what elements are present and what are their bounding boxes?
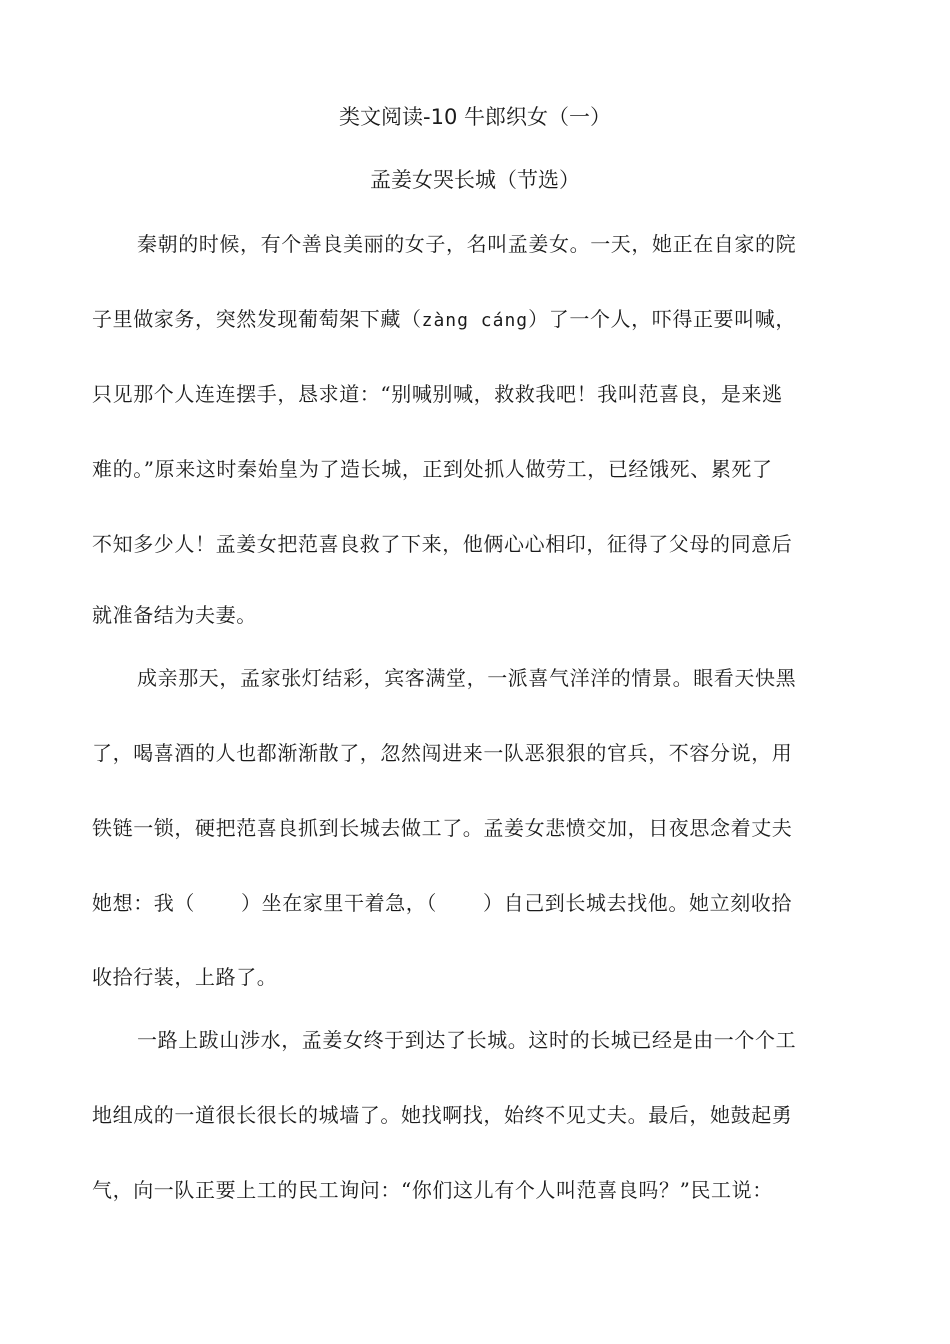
- paragraph-2-line-4-part-a: 她想：我（: [92, 891, 195, 915]
- paragraph-2-line-2: 了，喝喜酒的人也都渐渐散了，忽然闯进来一队恶狠狠的官兵，不容分说，用: [92, 741, 793, 765]
- paragraph-2-line-5: 收拾行装，上路了。: [92, 965, 278, 989]
- paragraph-1-line-2-end: ）了一个人，吓得正要叫喊，: [528, 307, 796, 331]
- paragraph-1-line-4: 难的。”原来这时秦始皇为了造长城，正到处抓人做劳工，已经饿死、累死了: [92, 457, 773, 481]
- paragraph-1-line-6: 就准备结为夫妻。: [92, 603, 257, 627]
- document-title: 类文阅读-10 牛郎织女（一）: [339, 105, 611, 129]
- paragraph-1-line-1: 秦朝的时候，有个善良美丽的女子，名叫孟姜女。一天，她正在自家的院: [137, 232, 797, 256]
- paragraph-2-line-4: [92, 888, 862, 918]
- paragraph-1-line-5: 不知多少人！孟姜女把范喜良救了下来，他俩心心相印，征得了父母的同意后: [92, 532, 793, 556]
- paragraph-3-line-1: 一路上跋山涉水，孟姜女终于到达了长城。这时的长城已经是由一个个工: [137, 1028, 797, 1052]
- paragraph-3-line-3: 气，向一队正要上工的民工询问：“你们这儿有个人叫范喜良吗？”民工说：: [92, 1178, 773, 1202]
- paragraph-3-line-2: 地组成的一道很长很长的城墙了。她找啊找，始终不见丈夫。最后，她鼓起勇: [92, 1103, 793, 1127]
- paragraph-1-line-2: [92, 304, 862, 336]
- pinyin-annotation: zàng cáng: [421, 310, 529, 331]
- paragraph-2-line-1: 成亲那天，孟家张灯结彩，宾客满堂，一派喜气洋洋的情景。眼看天快黑: [137, 666, 797, 690]
- paragraph-1-line-3: 只见那个人连连摆手，恳求道：“别喊别喊，救救我吧！我叫范喜良，是来逃: [92, 382, 783, 406]
- paragraph-2-line-4-part-b: ）坐在家里干着急，（: [241, 891, 437, 915]
- paragraph-1-line-2-start: 子里做家务，突然发现葡萄架下藏（: [92, 307, 422, 331]
- story-title: 孟姜女哭长城（节选）: [370, 168, 580, 192]
- paragraph-2-line-4-part-c: ）自己到长城去找他。她立刻收拾: [483, 891, 792, 915]
- paragraph-2-line-3: 铁链一锁，硬把范喜良抓到长城去做工了。孟姜女悲愤交加，日夜思念着丈夫: [92, 816, 793, 840]
